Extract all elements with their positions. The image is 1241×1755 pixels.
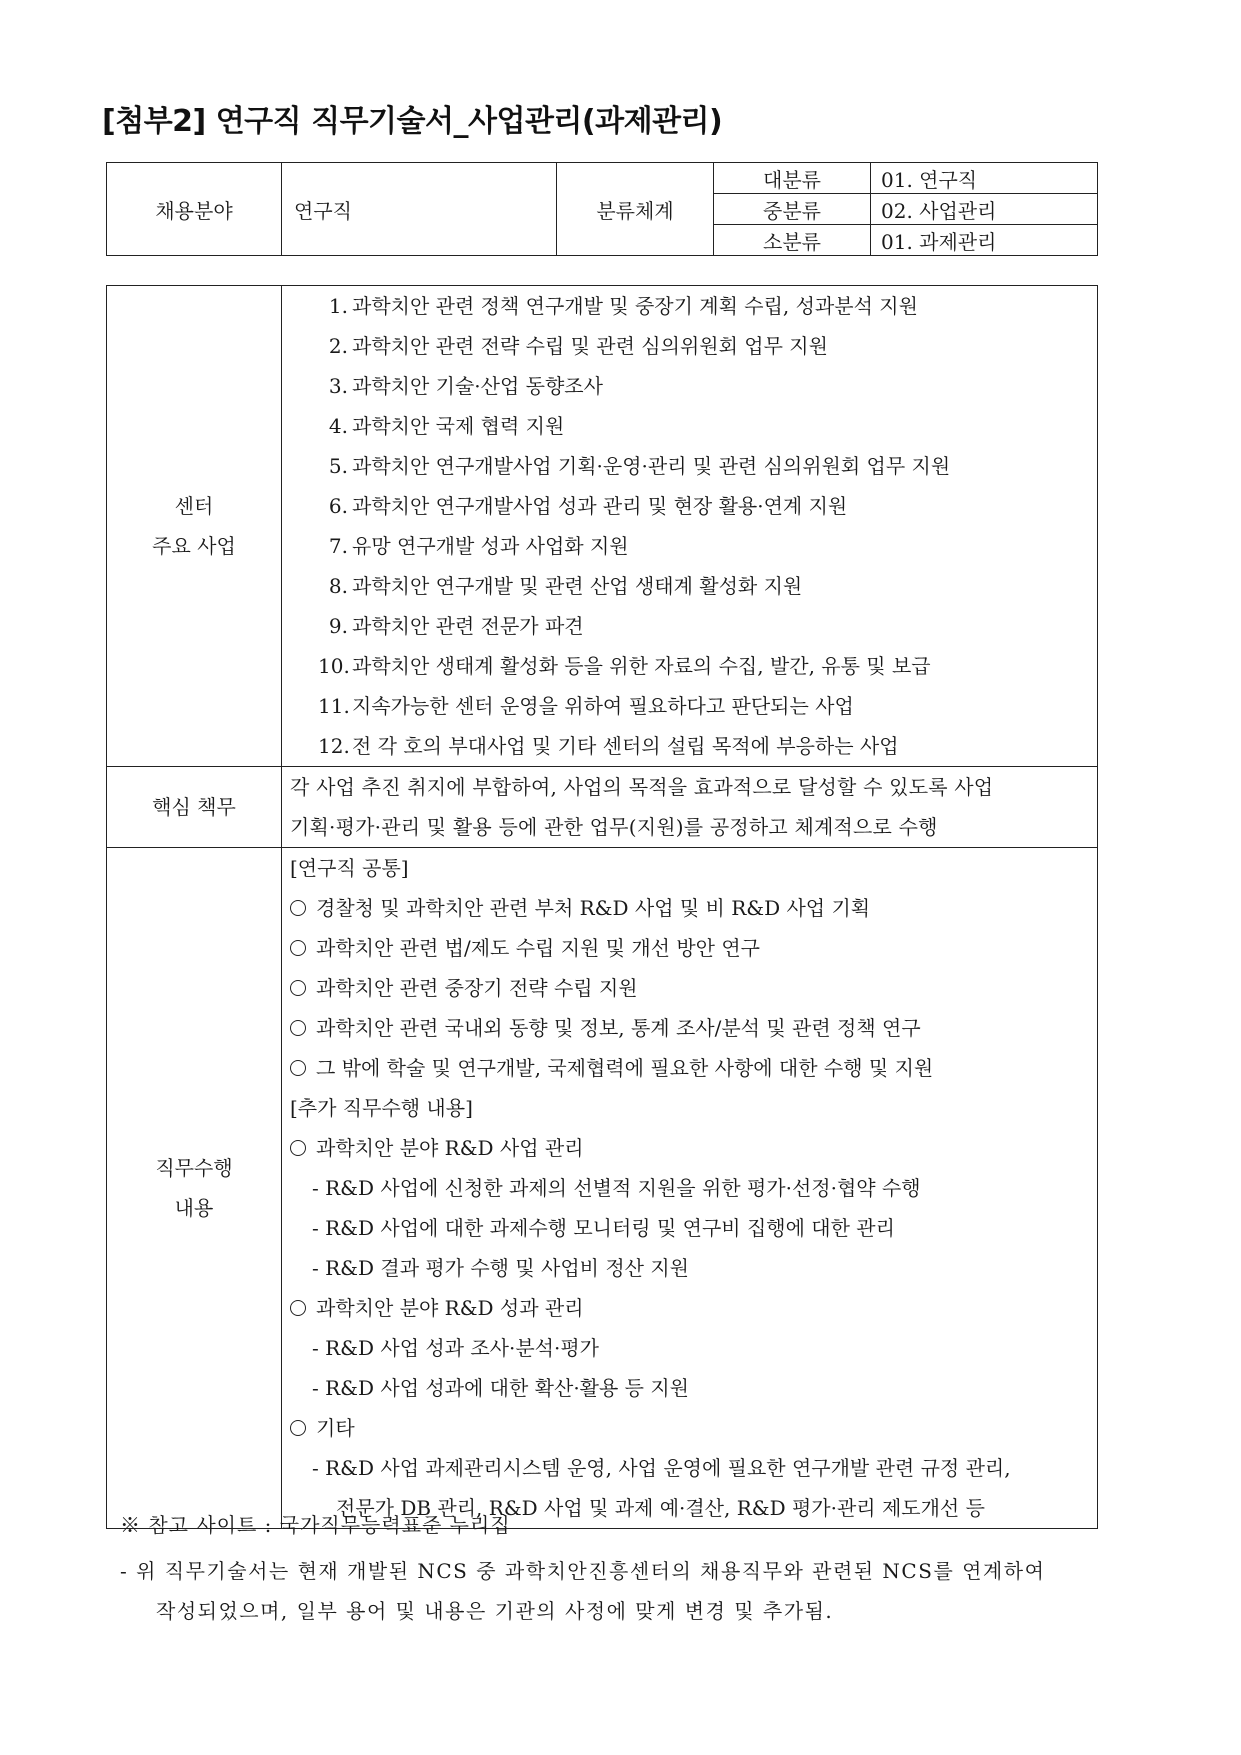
item-text: 과학치안 관련 정책 연구개발 및 중장기 계획 수립, 성과분석 지원	[352, 294, 918, 318]
job-performance-content	[282, 848, 1098, 1529]
circle-bullet-icon	[290, 1300, 306, 1316]
item-text: 경찰청 및 과학치안 관련 부처 R&D 사업 및 비 R&D 사업 기획	[316, 896, 871, 920]
list-item	[290, 968, 1089, 1008]
circle-bullet-icon	[290, 940, 306, 956]
job-performance-label	[107, 848, 282, 1529]
item-text: 기타	[316, 1416, 355, 1440]
item-text: 과학치안 관련 전문가 파견	[352, 614, 584, 638]
job-performance-label-line1: 직무수행	[155, 1156, 233, 1180]
list-item	[318, 486, 1089, 526]
item-text: 지속가능한 센터 운영을 위하여 필요하다고 판단되는 사업	[352, 694, 854, 718]
sub-item: - R&D 사업 성과에 대한 확산·활용 등 지원	[312, 1376, 689, 1400]
group-title	[290, 1408, 1089, 1448]
item-number: 4.	[328, 414, 348, 438]
list-item	[318, 686, 1089, 726]
major-category-value: 01. 연구직	[871, 163, 1098, 194]
item-number: 12.	[318, 734, 350, 758]
list-item	[318, 566, 1089, 606]
item-text: 과학치안 기술·산업 동향조사	[352, 374, 603, 398]
list-item	[318, 326, 1089, 366]
minor-category-value: 01. 과제관리	[871, 225, 1098, 256]
item-number: 11.	[318, 694, 350, 718]
item-number: 3.	[328, 374, 348, 398]
recruit-field-label: 채용분야	[107, 163, 282, 256]
section-header: [추가 직무수행 내용]	[290, 1096, 473, 1120]
center-business-list	[282, 286, 1098, 767]
item-text: 과학치안 연구개발사업 기획·운영·관리 및 관련 심의위원회 업무 지원	[352, 454, 951, 478]
job-performance-row	[107, 848, 1098, 1529]
document-title: [첨부2] 연구직 직무기술서_사업관리(과제관리)	[102, 104, 723, 139]
item-text: 전 각 호의 부대사업 및 기타 센터의 설립 목적에 부응하는 사업	[352, 734, 899, 758]
list-item	[290, 928, 1089, 968]
item-text: 과학치안 연구개발 및 관련 산업 생태계 활성화 지원	[352, 574, 803, 598]
group-title	[290, 1288, 1089, 1328]
list-item	[318, 646, 1089, 686]
item-text: 과학치안 국제 협력 지원	[352, 414, 565, 438]
list-item	[290, 1048, 1089, 1088]
center-business-row	[107, 286, 1098, 767]
center-business-label-line2: 주요 사업	[152, 534, 236, 558]
classification-table	[106, 162, 1098, 256]
footnotes	[120, 1505, 1140, 1631]
list-item	[318, 286, 1089, 326]
item-number: 8.	[328, 574, 348, 598]
core-duty-label: 핵심 책무	[107, 767, 282, 848]
core-duty-line: 기획·평가·관리 및 활용 등에 관한 업무(지원)를 공정하고 체계적으로 수행	[290, 815, 938, 839]
job-description-table	[106, 285, 1098, 1529]
minor-category-label: 소분류	[714, 225, 871, 256]
item-text: 과학치안 분야 R&D 사업 관리	[316, 1136, 584, 1160]
item-number: 5.	[328, 454, 348, 478]
item-number: 2.	[328, 334, 348, 358]
list-item	[318, 446, 1089, 486]
list-item	[290, 888, 1089, 928]
item-text: 과학치안 생태계 활성화 등을 위한 자료의 수집, 발간, 유통 및 보급	[352, 654, 931, 678]
list-item	[318, 606, 1089, 646]
item-number: 6.	[328, 494, 348, 518]
item-text: 과학치안 관련 전략 수립 및 관련 심의위원회 업무 지원	[352, 334, 828, 358]
core-duty-content	[282, 767, 1098, 848]
job-performance-label-line2: 내용	[174, 1196, 214, 1220]
list-item	[318, 526, 1089, 566]
middle-category-label: 중분류	[714, 194, 871, 225]
classification-system-label: 분류체계	[557, 163, 714, 256]
center-business-label	[107, 286, 282, 767]
section-header: [연구직 공통]	[290, 856, 409, 880]
item-text: 과학치안 연구개발사업 성과 관리 및 현장 활용·연계 지원	[352, 494, 848, 518]
list-item	[318, 726, 1089, 766]
center-business-label-line1: 센터	[174, 494, 214, 518]
list-item	[318, 366, 1089, 406]
item-text: 과학치안 분야 R&D 성과 관리	[316, 1296, 584, 1320]
sub-item: - R&D 사업 과제관리시스템 운영, 사업 운영에 필요한 연구개발 관련 규정 관리,	[312, 1456, 1011, 1480]
note-body	[120, 1551, 1140, 1631]
circle-bullet-icon	[290, 1420, 306, 1436]
reference-site-note: ※ 참고 사이트 : 국가직무능력표준 누리집	[120, 1513, 511, 1537]
note-line: - 위 직무기술서는 현재 개발된 NCS 중 과학치안진흥센터의 채용직무와 관련된 NCS를 연계하여	[120, 1559, 1046, 1583]
item-number: 9.	[328, 614, 348, 638]
item-number: 1.	[328, 294, 348, 318]
circle-bullet-icon	[290, 900, 306, 916]
item-text: 과학치안 관련 법/제도 수립 지원 및 개선 방안 연구	[316, 936, 760, 960]
sub-item: - R&D 사업 성과 조사·분석·평가	[312, 1336, 599, 1360]
item-number: 7.	[328, 534, 348, 558]
sub-item: - R&D 사업에 대한 과제수행 모니터링 및 연구비 집행에 대한 관리	[312, 1216, 895, 1240]
circle-bullet-icon	[290, 1140, 306, 1156]
item-text: 과학치안 관련 국내외 동향 및 정보, 통계 조사/분석 및 관련 정책 연구	[316, 1016, 921, 1040]
list-item	[290, 1008, 1089, 1048]
core-duty-line: 각 사업 추진 취지에 부합하여, 사업의 목적을 효과적으로 달성할 수 있도록 사업	[290, 775, 994, 799]
sub-item: - R&D 사업에 신청한 과제의 선별적 지원을 위한 평가·선정·협약 수행	[312, 1176, 921, 1200]
middle-category-value: 02. 사업관리	[871, 194, 1098, 225]
recruit-field-value: 연구직	[282, 163, 557, 256]
circle-bullet-icon	[290, 1020, 306, 1036]
item-text: 그 밖에 학술 및 연구개발, 국제협력에 필요한 사항에 대한 수행 및 지원	[316, 1056, 934, 1080]
classification-row	[107, 163, 1098, 194]
group-title	[290, 1128, 1089, 1168]
sub-item-continuation: 전문가 DB 관리, R&D 사업 및 과제 예·결산, R&D 평가·관리 제도개선 등	[336, 1496, 985, 1520]
list-item	[318, 406, 1089, 446]
item-text: 유망 연구개발 성과 사업화 지원	[352, 534, 629, 558]
circle-bullet-icon	[290, 980, 306, 996]
sub-item: - R&D 결과 평가 수행 및 사업비 정산 지원	[312, 1256, 689, 1280]
item-number: 10.	[318, 654, 350, 678]
note-line: 작성되었으며, 일부 용어 및 내용은 기관의 사정에 맞게 변경 및 추가됨.	[156, 1599, 834, 1623]
major-category-label: 대분류	[714, 163, 871, 194]
core-duty-row	[107, 767, 1098, 848]
item-text: 과학치안 관련 중장기 전략 수립 지원	[316, 976, 638, 1000]
circle-bullet-icon	[290, 1060, 306, 1076]
